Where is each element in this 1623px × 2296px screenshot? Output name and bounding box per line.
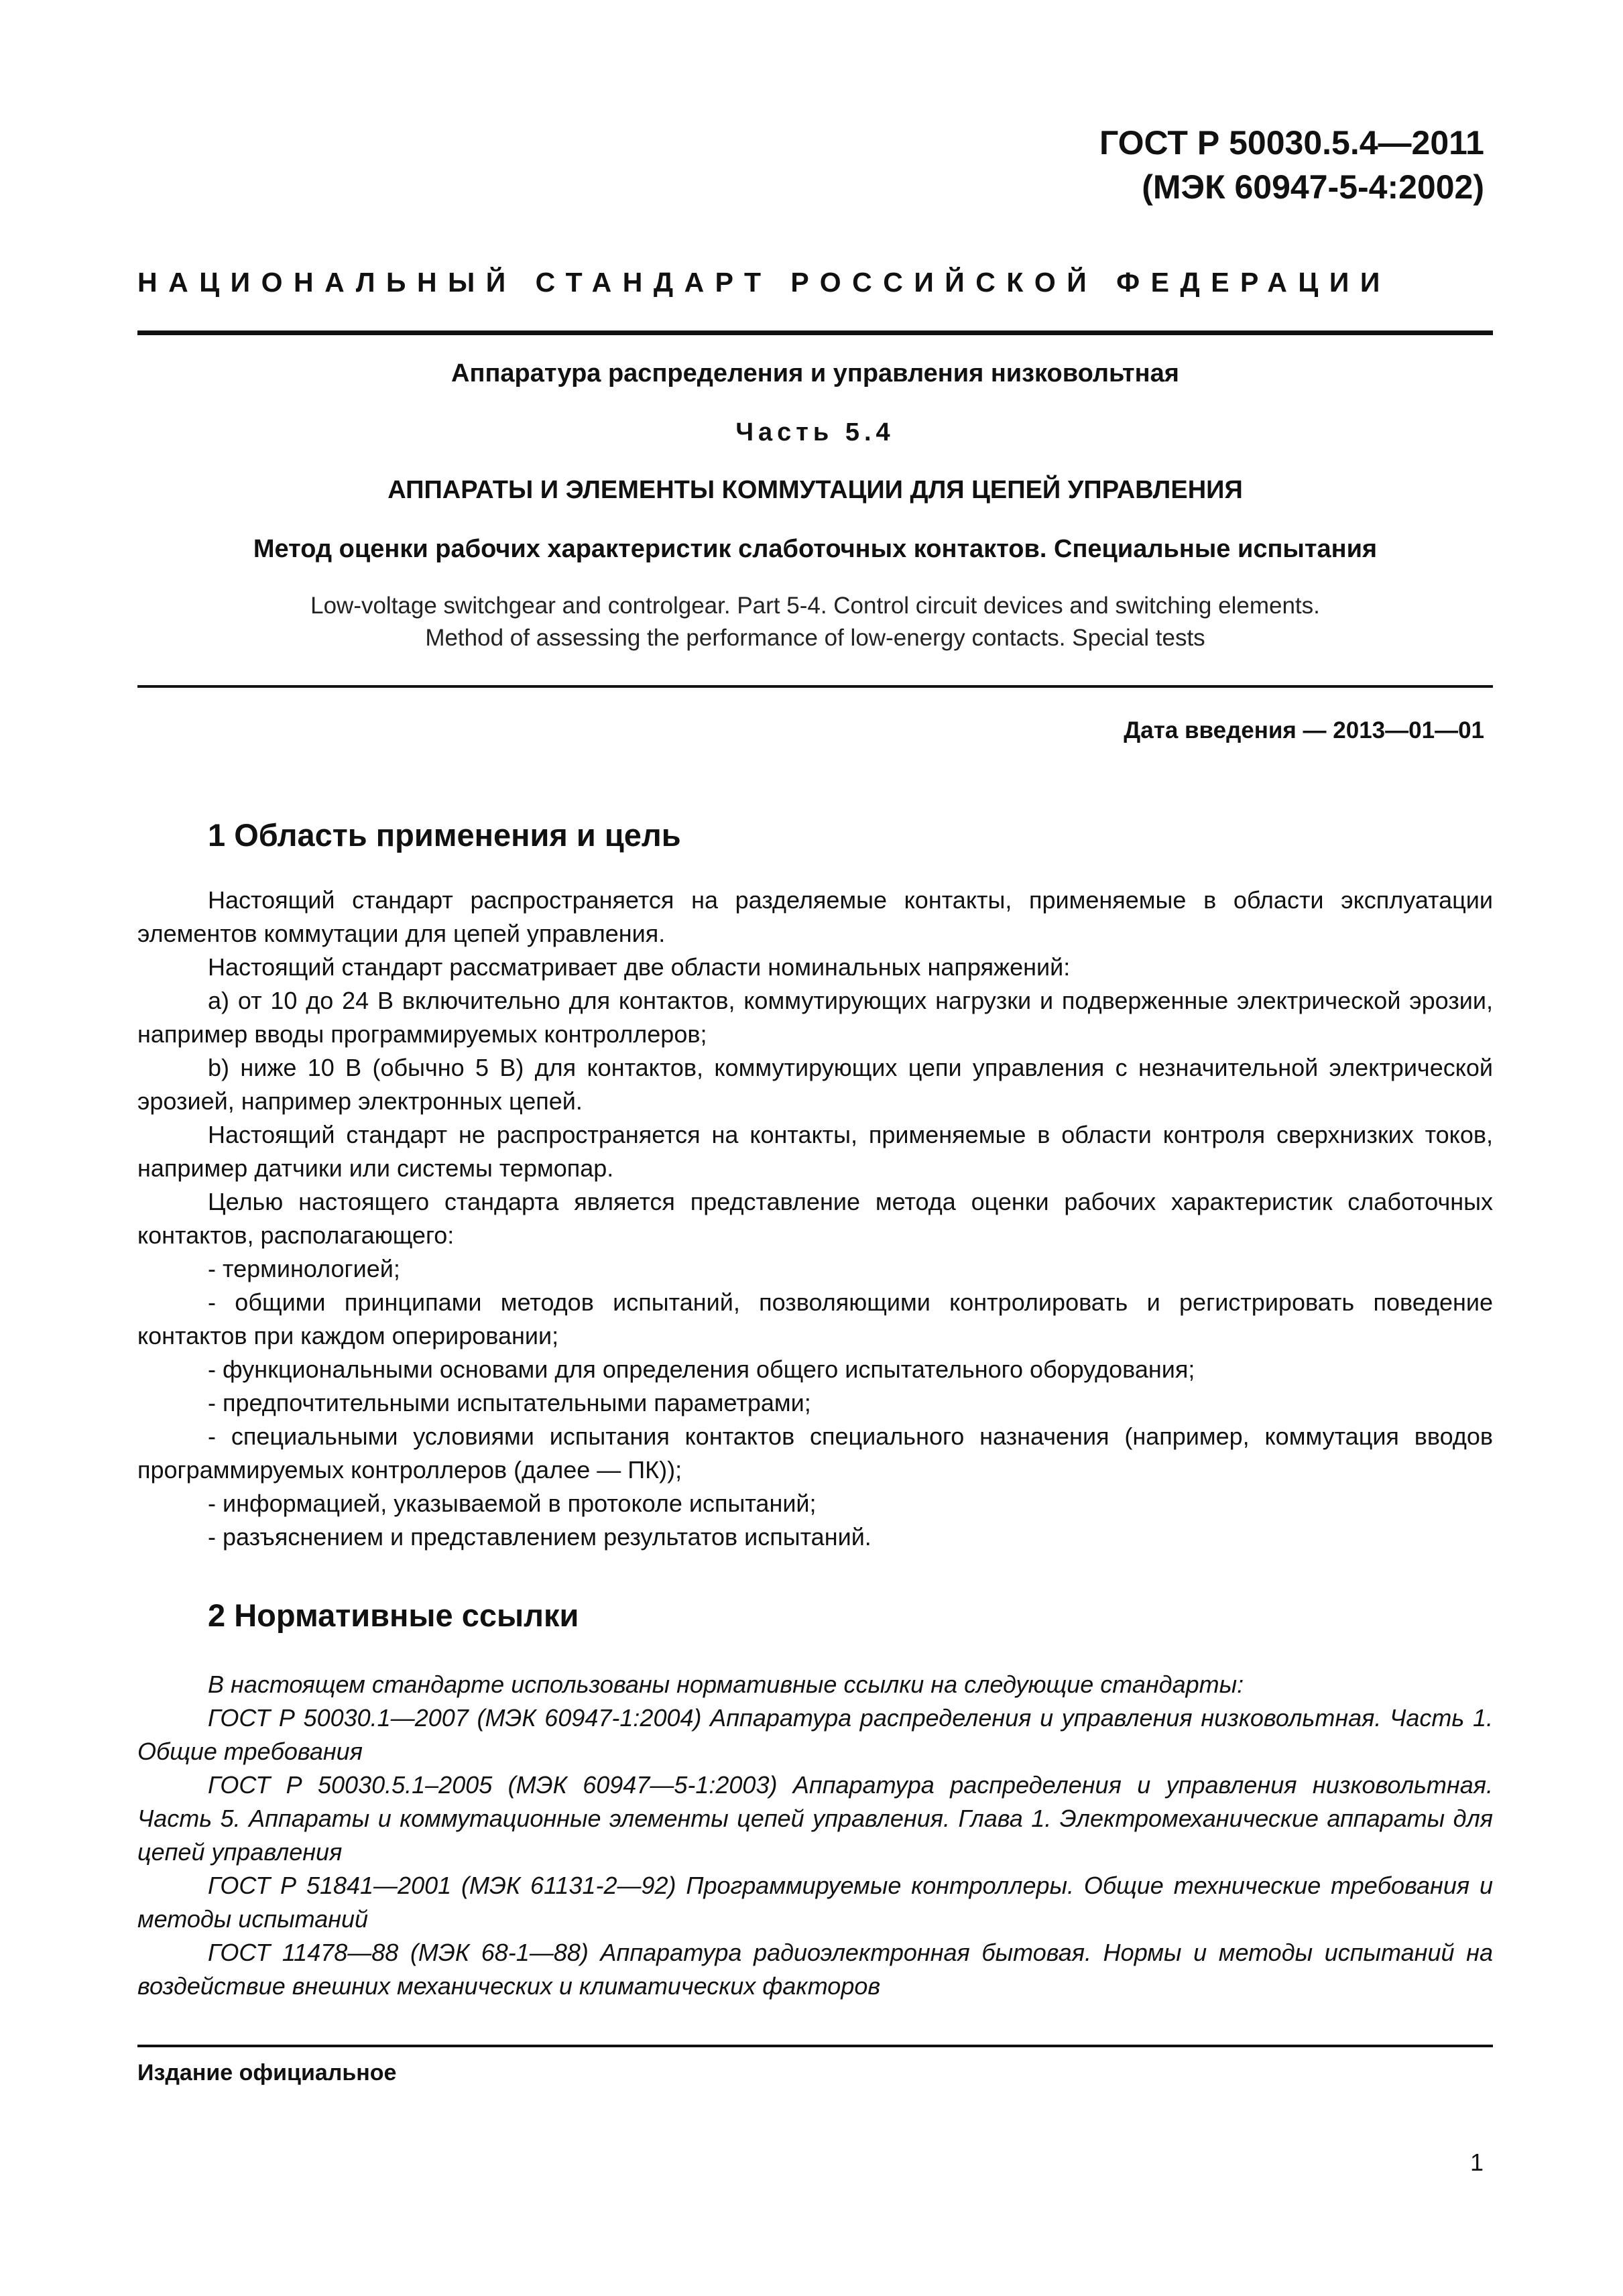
paragraph: Настоящий стандарт распространяется на разделяемые контакты, применяемые в области эксплуатации элементов коммутации для цепей управления.	[137, 886, 1493, 947]
title-divider	[137, 685, 1493, 688]
footer-divider	[137, 2045, 1493, 2047]
header-divider	[137, 330, 1493, 335]
english-title-line: Low-voltage switchgear and controlgear. Part 5-4. Control circuit devices and switching elements.	[310, 593, 1320, 619]
gost-number: ГОСТ Р 50030.5.4—2011	[1099, 124, 1484, 162]
national-standard-banner: НАЦИОНАЛЬНЫЙ СТАНДАРТ РОССИЙСКОЙ ФЕДЕРАЦИИ	[137, 267, 1391, 298]
section-heading: 1 Область применения и цель	[208, 817, 681, 853]
paragraph: Целью настоящего стандарта является представление метода оценки рабочих характеристик слаботочных контактов, располагающего:	[137, 1188, 1493, 1249]
paragraph: В настоящем стандарте использованы нормативные ссылки на следующие стандарты:	[208, 1671, 1244, 1698]
document-subtitle-method: Метод оценки рабочих характеристик слаботочных контактов. Специальные испытания	[253, 535, 1378, 563]
english-title-line: Method of assessing the performance of low-energy contacts. Special tests	[425, 625, 1205, 651]
list-item: - функциональными основами для определения общего испытательного оборудования;	[208, 1355, 1195, 1383]
introduction-date: Дата введения — 2013—01—01	[1124, 717, 1484, 743]
list-item: - предпочтительными испытательными параметрами;	[208, 1389, 811, 1416]
list-item: - информацией, указываемой в протоколе испытаний;	[208, 1490, 817, 1517]
section-body	[137, 884, 1493, 1554]
list-item: - специальными условиями испытания контактов специального назначения (например, коммутация вводов программируемых контроллеров (далее — ПК));	[137, 1423, 1493, 1484]
part-number: Часть 5.4	[735, 418, 895, 446]
paragraph: а) от 10 до 24 В включительно для контактов, коммутирующих нагрузки и подверженные электрической эрозии, например вводы программируемых контроллеров;	[137, 987, 1493, 1048]
reference-item: ГОСТ 11478—88 (МЭК 68-1—88) Аппаратура радиоэлектронная бытовая. Нормы и методы испытаний на воздействие внешних механических и климатических факторов	[137, 1939, 1493, 2000]
reference-item: ГОСТ Р 51841—2001 (МЭК 61131-2—92) Программируемые контроллеры. Общие технические требования и методы испытаний	[137, 1872, 1493, 1933]
page-number: 1	[1469, 2149, 1484, 2176]
paragraph: Настоящий стандарт рассматривает две области номинальных напряжений:	[208, 953, 1071, 981]
list-item: - общими принципами методов испытаний, позволяющими контролировать и регистрировать поведение контактов при каждом оперировании;	[137, 1288, 1493, 1349]
list-item: - разъяснением и представлением результатов испытаний.	[208, 1523, 871, 1551]
paragraph: b) ниже 10 В (обычно 5 В) для контактов, коммутирующих цепи управления с незначительной электрической эрозией, например электронных цепей.	[137, 1054, 1493, 1115]
iec-number: (МЭК 60947-5-4:2002)	[1142, 168, 1484, 206]
official-edition-label: Издание официальное	[137, 2060, 397, 2086]
reference-item: ГОСТ Р 50030.1—2007 (МЭК 60947-1:2004) Аппаратура распределения и управления низковольтная. Часть 1. Общие требования	[137, 1704, 1493, 1765]
section-heading: 2 Нормативные ссылки	[208, 1597, 579, 1633]
list-item: - терминологией;	[208, 1255, 400, 1282]
reference-item: ГОСТ Р 50030.5.1–2005 (МЭК 60947—5-1:2003) Аппаратура распределения и управления низковольтная. Часть 5. Аппараты и коммутационные элементы цепей управления. Глава 1. Электромеханические аппараты для цепей управления	[137, 1771, 1493, 1866]
gost-designation	[1099, 121, 1484, 209]
english-title	[137, 590, 1493, 654]
paragraph: Настоящий стандарт не распространяется на контакты, применяемые в области контроля сверхнизких токов, например датчики или системы термопар.	[137, 1121, 1493, 1182]
document-subtitle: АППАРАТЫ И ЭЛЕМЕНТЫ КОММУТАЦИИ ДЛЯ ЦЕПЕЙ УПРАВЛЕНИЯ	[387, 476, 1243, 504]
document-title: Аппаратура распределения и управления низковольтная	[451, 359, 1179, 387]
section-body	[137, 1668, 1493, 2003]
